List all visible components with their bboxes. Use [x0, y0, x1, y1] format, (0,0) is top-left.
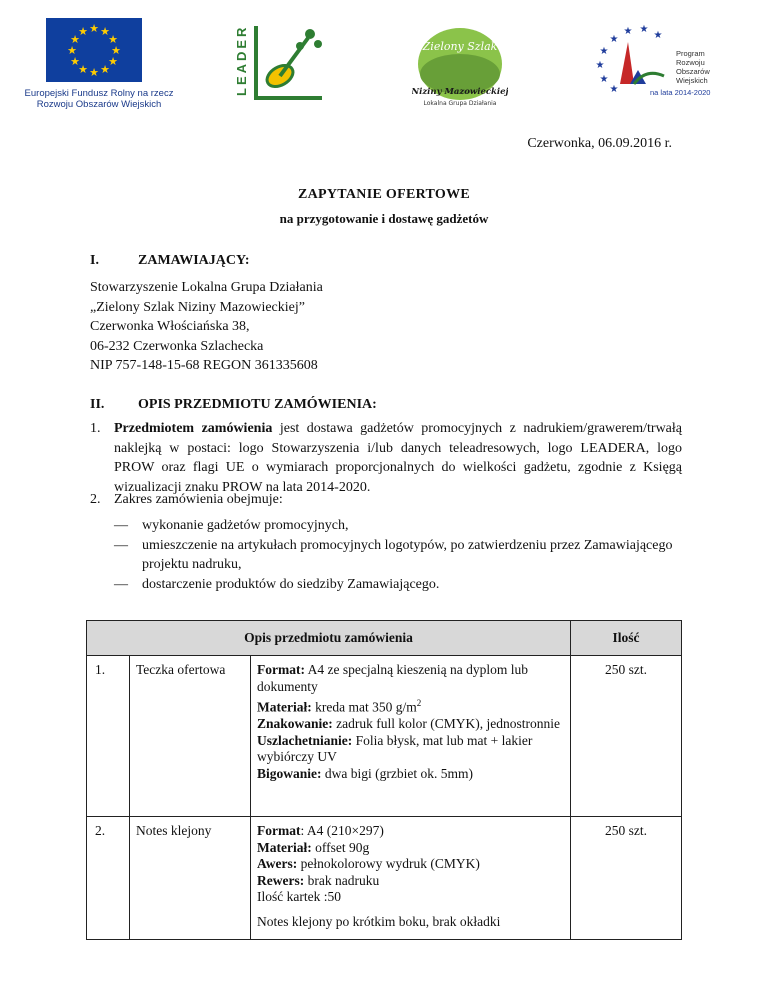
- row-quantity: 250 szt.: [571, 817, 682, 940]
- numbered-item-2: [90, 490, 682, 510]
- spec-label: Znakowanie:: [257, 716, 333, 731]
- row-number: 1.: [87, 656, 130, 817]
- eu-caption-line2: Rozwoju Obszarów Wiejskich: [36, 99, 162, 110]
- eu-caption-line1: Europejski Fundusz Rolny na rzecz: [24, 88, 174, 99]
- svg-text:★: ★: [108, 33, 118, 46]
- svg-text:★: ★: [108, 55, 118, 68]
- lgd-logo: [412, 22, 508, 108]
- item-number: 2.: [90, 492, 101, 507]
- lgd-type: Lokalna Grupa Działania: [423, 100, 497, 107]
- spec-label: Rewers:: [257, 872, 305, 888]
- svg-text:★: ★: [78, 25, 88, 38]
- svg-text:★: ★: [599, 74, 609, 85]
- list-item: — dostarczenie produktów do siedziby Zamawiającego.: [114, 575, 694, 595]
- address-line: 06-232 Czerwonka Szlachecka: [90, 338, 264, 354]
- row-item-name: Teczka ofertowa: [130, 656, 251, 817]
- document-title: ZAPYTANIE OFERTOWE: [297, 187, 471, 202]
- svg-text:★: ★: [70, 33, 80, 46]
- spec-label: Uszlachetnianie:: [257, 732, 353, 748]
- row-description: [251, 817, 571, 940]
- row-item-name: Notes klejony: [130, 817, 251, 940]
- section-number: I.: [90, 253, 99, 268]
- spec-value: pełnokolorowy wydruk (CMYK): [297, 856, 480, 871]
- spec-note: Notes klejony po krótkim boku, brak okładki: [257, 913, 501, 929]
- section-heading-description: [90, 397, 377, 413]
- svg-text:★: ★: [78, 63, 88, 76]
- order-spec-table: [86, 620, 682, 940]
- address-line: „Zielony Szlak Niziny Mazowieckiej”: [90, 299, 305, 315]
- svg-text:★: ★: [653, 30, 663, 41]
- lgd-emblem-icon: [412, 22, 508, 108]
- section-label: OPIS PRZEDMIOTU ZAMÓWIENIA:: [138, 397, 377, 412]
- spec-label: Format:: [257, 662, 305, 677]
- table-header-row: [87, 621, 682, 656]
- section-number: II.: [90, 397, 105, 412]
- svg-text:★: ★: [609, 84, 619, 95]
- spec-value: zadruk full kolor (CMYK), jednostronnie: [332, 716, 560, 731]
- svg-text:★: ★: [595, 60, 605, 71]
- prow-line1: Program: [676, 49, 705, 58]
- svg-text:★: ★: [111, 44, 121, 57]
- leader-emblem-icon: [230, 16, 330, 102]
- document-subtitle: na przygotowanie i dostawę gadżetów: [279, 211, 489, 226]
- address-line: NIP 757-148-15-68 REGON 361335608: [90, 358, 318, 373]
- svg-text:★: ★: [639, 24, 649, 35]
- address-line: Stowarzyszenie Lokalna Grupa Działania: [90, 280, 323, 295]
- logo-header: [0, 10, 768, 120]
- spec-value: brak nadruku: [304, 872, 380, 888]
- numbered-item-1: [90, 419, 682, 497]
- leader-logo: [230, 16, 330, 102]
- section-label: ZAMAWIAJĄCY:: [138, 253, 250, 268]
- svg-text:★: ★: [623, 26, 633, 37]
- svg-text:★: ★: [89, 66, 99, 79]
- item-body: jest dostawa gadżetów promocyjnych z nadrukiem/grawerem/trwałą naklejką w postaci: logo Stowarzyszenia i/lub danych teleadresowych, logo LEADERA, logo PROW oraz flagi UE o wymiarach proporcjonalnych do wielkości gadżetu, zgodnie z Księgą wizualizacji znaku PROW na lata 2014-2020.: [114, 421, 682, 495]
- document-date: Czerwonka, 06.09.2016 r.: [527, 136, 672, 151]
- spec-label: Awers:: [257, 856, 298, 871]
- svg-text:★: ★: [100, 25, 110, 38]
- spec-value: kreda mat 350 g/m: [311, 699, 417, 715]
- prow-line3: Obszarów: [676, 67, 710, 76]
- leader-text: LEADER: [234, 24, 249, 96]
- spec-value: Folia błysk, mat lub mat + lakier wybiórczy UV: [257, 732, 533, 764]
- list-item: — wykonanie gadżetów promocyjnych,: [114, 516, 694, 536]
- section-heading-contracting: [90, 253, 250, 269]
- column-header-quantity: Ilość: [571, 621, 682, 656]
- scope-list: [114, 516, 694, 594]
- column-header-description: Opis przedmiotu zamówienia: [87, 621, 571, 656]
- svg-text:★: ★: [100, 63, 110, 76]
- eu-caption: [24, 88, 174, 110]
- row-number: 2.: [87, 817, 130, 940]
- item-number: 1.: [90, 421, 101, 436]
- prow-line4: Wiejskich: [676, 76, 708, 85]
- spec-value: A4 ze specjalną kieszenią na dyplom lub dokumenty: [257, 662, 529, 694]
- spec-value: dwa bigi (grzbiet ok. 5mm): [321, 765, 473, 781]
- address-line: Czerwonka Włościańska 38,: [90, 319, 250, 334]
- row-quantity: 250 szt.: [571, 656, 682, 817]
- table-row: [87, 656, 682, 817]
- spec-label: Format: [257, 823, 301, 838]
- row-description: [251, 656, 571, 817]
- lgd-name: Zielony Szlak: [422, 40, 498, 53]
- prow-line2: Rozwoju: [676, 58, 705, 67]
- contracting-address: [90, 278, 323, 376]
- prow-line5: na lata 2014-2020: [650, 88, 711, 97]
- item-text: Zakres zamówienia obejmuje:: [114, 492, 283, 507]
- lgd-region: Niziny Mazowieckiej: [412, 87, 508, 97]
- list-item: — umieszczenie na artykułach promocyjnych logotypów, po zatwierdzeniu przez Zamawiającego projektu nadruku,: [114, 536, 694, 575]
- svg-text:★: ★: [599, 46, 609, 57]
- item-text: [114, 419, 682, 497]
- spec-label: Materiał:: [257, 699, 312, 715]
- spec-count: Ilość kartek :50: [257, 889, 341, 904]
- spec-label: Bigowanie:: [257, 765, 322, 781]
- eu-flag-logo: [46, 18, 142, 82]
- item-bold-lead: Przedmiotem zamówienia: [114, 421, 273, 436]
- svg-text:★: ★: [67, 44, 77, 57]
- svg-text:★: ★: [609, 34, 619, 45]
- spec-value: : A4 (210×297): [300, 823, 384, 838]
- svg-text:★: ★: [70, 55, 80, 68]
- prow-emblem-icon: [590, 22, 720, 102]
- spec-label: Materiał:: [257, 839, 312, 855]
- spec-value: offset 90g: [311, 839, 370, 855]
- svg-text:★: ★: [89, 22, 99, 35]
- table-row: [87, 817, 682, 940]
- eu-stars-icon: [46, 18, 142, 82]
- prow-logo: [590, 22, 720, 102]
- spec-superscript: 2: [416, 698, 422, 708]
